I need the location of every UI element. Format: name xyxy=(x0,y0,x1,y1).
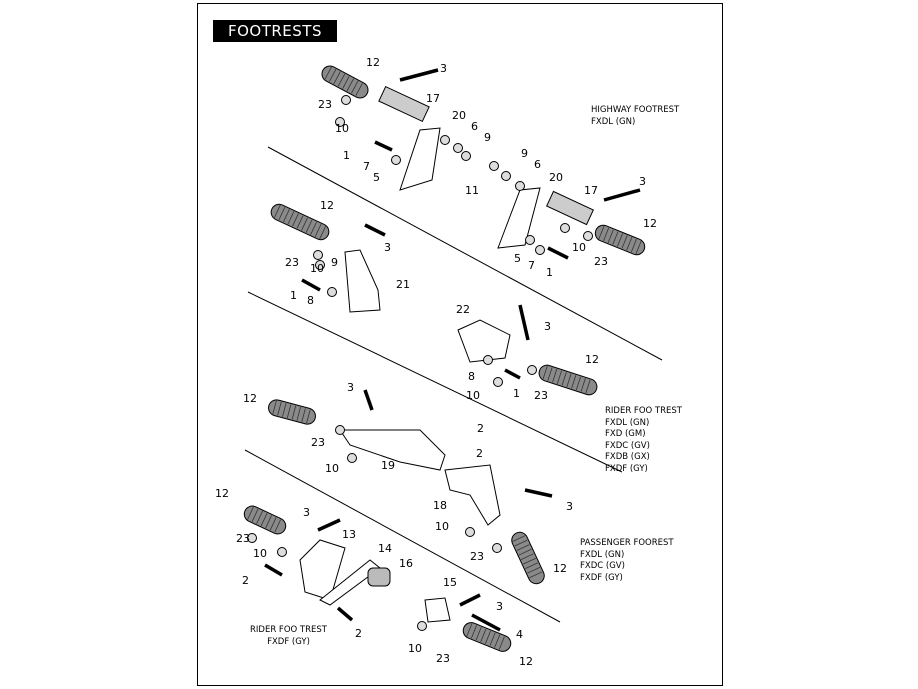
callout-number: 9 xyxy=(331,256,338,269)
footpeg-grip xyxy=(509,530,547,587)
washer-nut xyxy=(348,454,357,463)
washer-nut xyxy=(493,544,502,553)
washer-nut xyxy=(494,378,503,387)
washer-nut xyxy=(342,96,351,105)
mount-block xyxy=(379,87,429,122)
bracket xyxy=(445,465,500,525)
bolt xyxy=(525,490,552,496)
callout-number: 2 xyxy=(355,627,362,640)
callout-number: 12 xyxy=(243,392,257,405)
callout-number: 22 xyxy=(456,303,470,316)
callout-number: 12 xyxy=(643,217,657,230)
washer-nut xyxy=(466,528,475,537)
callout-number: 3 xyxy=(496,600,503,613)
callout-number: 17 xyxy=(584,184,598,197)
washer-nut xyxy=(454,144,463,153)
bolt xyxy=(460,595,480,605)
washer-nut xyxy=(490,162,499,171)
caption-line: PASSENGER FOOREST xyxy=(580,538,674,548)
callout-number: 2 xyxy=(476,447,483,460)
bushing xyxy=(368,568,390,586)
bolt xyxy=(375,142,392,150)
callout-number: 3 xyxy=(639,175,646,188)
callout-number: 3 xyxy=(384,241,391,254)
bolt xyxy=(365,390,372,410)
caption-line: FXDC (GV) xyxy=(580,561,625,571)
callout-number: 10 xyxy=(408,642,422,655)
callout-number: 20 xyxy=(452,109,466,122)
caption-line: FXDC (GV) xyxy=(605,440,650,451)
bolt xyxy=(318,520,340,530)
bolt xyxy=(302,280,320,290)
callout-number: 12 xyxy=(585,353,599,366)
caption-line: RIDER FOO TREST xyxy=(250,625,327,635)
caption-highway-footrest xyxy=(591,105,679,128)
washer-nut xyxy=(418,622,427,631)
caption-line: FXDF (GY) xyxy=(580,572,623,583)
caption-line: FXDL (GN) xyxy=(605,417,650,428)
bracket xyxy=(458,320,510,362)
callout-number: 10 xyxy=(435,520,449,533)
caption-line: FXDF (GY) xyxy=(605,463,648,474)
callout-number: 3 xyxy=(440,62,447,75)
bolt xyxy=(338,608,352,620)
callout-number: 6 xyxy=(471,120,478,133)
callout-number: 10 xyxy=(572,241,586,254)
washer-nut xyxy=(561,224,570,233)
caption-line: FXD (GM) xyxy=(605,429,646,439)
bracket xyxy=(400,128,440,190)
callout-number: 17 xyxy=(426,92,440,105)
callout-number: 23 xyxy=(236,532,250,545)
washer-nut xyxy=(278,548,287,557)
bolt xyxy=(604,190,640,200)
bolt xyxy=(548,248,568,258)
callout-number: 14 xyxy=(378,542,392,555)
callout-number: 7 xyxy=(528,259,535,272)
callout-number: 12 xyxy=(215,487,229,500)
washer-nut xyxy=(528,366,537,375)
callout-number: 9 xyxy=(521,147,528,160)
bolt xyxy=(400,70,438,80)
callout-number: 12 xyxy=(320,199,334,212)
callout-number: 23 xyxy=(285,256,299,269)
callout-number: 6 xyxy=(534,158,541,171)
callout-number: 23 xyxy=(318,98,332,111)
callout-number: 3 xyxy=(566,500,573,513)
bolt xyxy=(520,305,528,340)
bolt xyxy=(365,225,385,235)
callout-number: 7 xyxy=(363,160,370,173)
caption-line: FXDL (GN) xyxy=(591,116,636,127)
caption-line: FXDB (GX) xyxy=(605,452,650,462)
caption-line: HIGHWAY FOOTREST xyxy=(591,105,680,115)
footpeg-grip xyxy=(461,620,513,654)
callout-number: 9 xyxy=(484,131,491,144)
callout-number: 23 xyxy=(470,550,484,563)
caption-line: FXDF (GY) xyxy=(267,636,310,647)
footpeg-grip xyxy=(267,398,318,426)
callout-number: 11 xyxy=(465,184,479,197)
callout-number: 13 xyxy=(342,528,356,541)
washer-nut xyxy=(336,426,345,435)
caption-line: RIDER FOO TREST xyxy=(605,406,682,416)
bolt xyxy=(505,370,520,378)
callout-number: 10 xyxy=(310,262,324,275)
callout-number: 15 xyxy=(443,576,457,589)
callout-number: 4 xyxy=(516,628,523,641)
callout-number: 20 xyxy=(549,171,563,184)
washer-nut xyxy=(584,232,593,241)
callout-number: 1 xyxy=(513,387,520,400)
callout-number: 23 xyxy=(311,436,325,449)
page-title: FOOTRESTS xyxy=(213,20,337,42)
caption-passenger-footrest xyxy=(580,538,674,584)
callout-number: 8 xyxy=(468,370,475,383)
footpeg-grip xyxy=(593,223,647,257)
callout-number: 23 xyxy=(436,652,450,665)
washer-nut xyxy=(536,246,545,255)
callout-number: 10 xyxy=(325,462,339,475)
callout-number: 5 xyxy=(514,252,521,265)
washer-nut xyxy=(441,136,450,145)
bolt xyxy=(265,565,282,575)
callout-number: 12 xyxy=(553,562,567,575)
callout-number: 21 xyxy=(396,278,410,291)
callout-number: 1 xyxy=(290,289,297,302)
callout-number: 3 xyxy=(544,320,551,333)
washer-nut xyxy=(502,172,511,181)
washer-nut xyxy=(314,251,323,260)
callout-number: 12 xyxy=(366,56,380,69)
callout-number: 8 xyxy=(307,294,314,307)
washer-nut xyxy=(526,236,535,245)
washer-nut xyxy=(392,156,401,165)
washer-nut xyxy=(484,356,493,365)
callout-number: 2 xyxy=(242,574,249,587)
callout-number: 10 xyxy=(253,547,267,560)
callout-number: 19 xyxy=(381,459,395,472)
callout-number: 10 xyxy=(466,389,480,402)
washer-nut xyxy=(516,182,525,191)
callout-number: 12 xyxy=(519,655,533,668)
callout-number: 1 xyxy=(343,149,350,162)
caption-rider-footrest-fxdf xyxy=(250,625,327,648)
caption-rider-footrest xyxy=(605,406,682,475)
washer-nut xyxy=(328,288,337,297)
caption-line: FXDL (GN) xyxy=(580,549,625,560)
callout-number: 1 xyxy=(546,266,553,279)
callout-number: 23 xyxy=(594,255,608,268)
callout-number: 2 xyxy=(477,422,484,435)
callout-number: 16 xyxy=(399,557,413,570)
callout-number: 3 xyxy=(347,381,354,394)
callout-number: 23 xyxy=(534,389,548,402)
callout-number: 10 xyxy=(335,122,349,135)
callout-number: 18 xyxy=(433,499,447,512)
callout-number: 5 xyxy=(373,171,380,184)
bracket xyxy=(345,250,380,312)
callout-number: 3 xyxy=(303,506,310,519)
washer-nut xyxy=(462,152,471,161)
bracket xyxy=(425,598,450,622)
